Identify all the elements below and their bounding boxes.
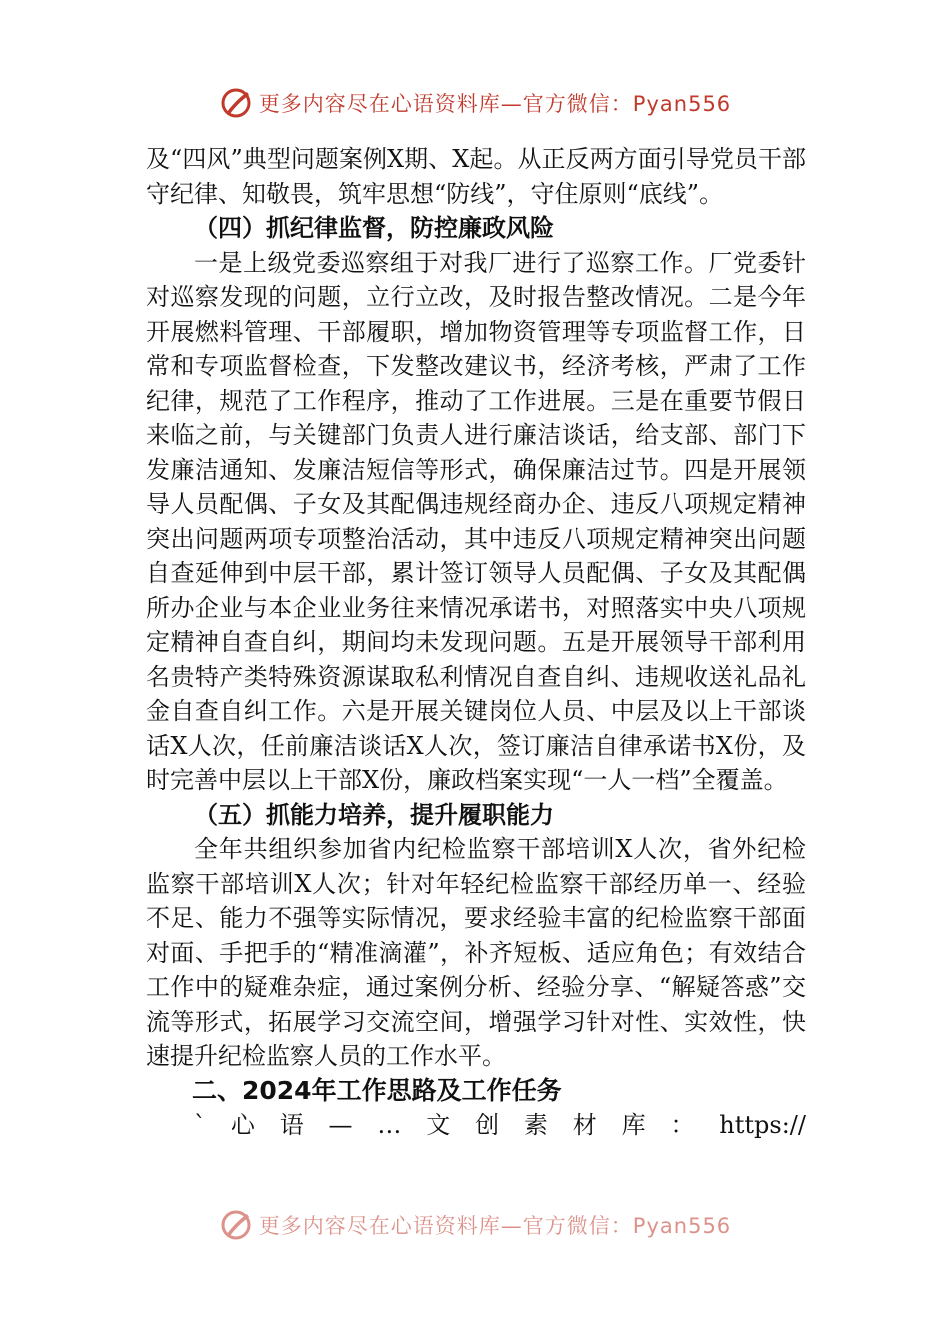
- char: 材: [572, 1111, 597, 1139]
- document-body: [146, 142, 806, 1143]
- truncated-last-line: [146, 1108, 806, 1143]
- paragraph-3: 全年共组织参加省内纪检监察干部培训X人次，省外纪检监察干部培训X人次；针对年轻纪检监察干部经历单一、经验不足、能力不强等实际情况，要求经验丰富的纪检监察干部面对面、手把手的“精准滴灌”，补齐短板、适应角色；有效结合工作中的疑难杂症，通过案例分析、经验分享、“解疑答惑”交流等形式，拓展学习交流空间，增强学习针对性、实效性，快速提升纪检监察人员的工作水平。: [146, 835, 806, 1070]
- section-heading-5: （五）抓能力培养，提升履职能力: [194, 799, 554, 829]
- paragraph-1: 及“四风”典型问题案例X期、X起。从正反两方面引导党员干部守纪律、知敬畏，筑牢思想“防线”，守住原则“底线”。: [146, 145, 806, 208]
- brush-logo-icon: [219, 86, 253, 120]
- char: `: [194, 1111, 206, 1139]
- watermark-text: 更多内容尽在心语资料库—官方微信：Pyan556: [258, 1214, 732, 1238]
- section-heading-4: （四）抓纪律监督，防控廉政风险: [194, 213, 554, 242]
- char: 语: [279, 1111, 304, 1139]
- char: 素: [523, 1111, 548, 1139]
- char: —: [328, 1111, 353, 1139]
- watermark-header: [0, 86, 950, 120]
- chapter-heading-2: 二、2024年工作思路及工作任务: [192, 1075, 562, 1105]
- char: 文: [426, 1111, 451, 1139]
- char: …: [377, 1111, 402, 1139]
- char: 创: [475, 1111, 500, 1139]
- watermark-text: 更多内容尽在心语资料库—官方微信：Pyan556: [258, 92, 732, 116]
- watermark-footer: [0, 1208, 950, 1242]
- char: ：: [670, 1111, 695, 1139]
- char: 库: [621, 1111, 646, 1139]
- url-fragment: https://: [719, 1111, 806, 1139]
- brush-logo-icon: [219, 1208, 253, 1242]
- paragraph-2: 一是上级党委巡察组于对我厂进行了巡察工作。厂党委针对巡察发现的问题，立行立改，及时报告整改情况。二是今年开展燃料管理、干部履职，增加物资管理等专项监督工作，日常和专项监督检查，下发整改建议书，经济考核，严肃了工作纪律，规范了工作程序，推动了工作进展。三是在重要节假日来临之前，与关键部门负责人进行廉洁谈话，给支部、部门下发廉洁通知、发廉洁短信等形式，确保廉洁过节。四是开展领导人员配偶、子女及其配偶违规经商办企、违反八项规定精神突出问题两项专项整治活动，其中违反八项规定精神突出问题自查延伸到中层干部，累计签订领导人员配偶、子女及其配偶所办企业与本企业业务往来情况承诺书，对照落实中央八项规定精神自查自纠，期间均未发现问题。五是开展领导干部利用名贵特产类特殊资源谋取私利情况自查自纠、违规收送礼品礼金自查自纠工作。六是开展关键岗位人员、中层及以上干部谈话X人次，任前廉洁谈话X人次，签订廉洁自律承诺书X份，及时完善中层以上干部X份，廉政档案实现“一人一档”全覆盖。: [146, 248, 806, 794]
- char: 心: [230, 1111, 255, 1139]
